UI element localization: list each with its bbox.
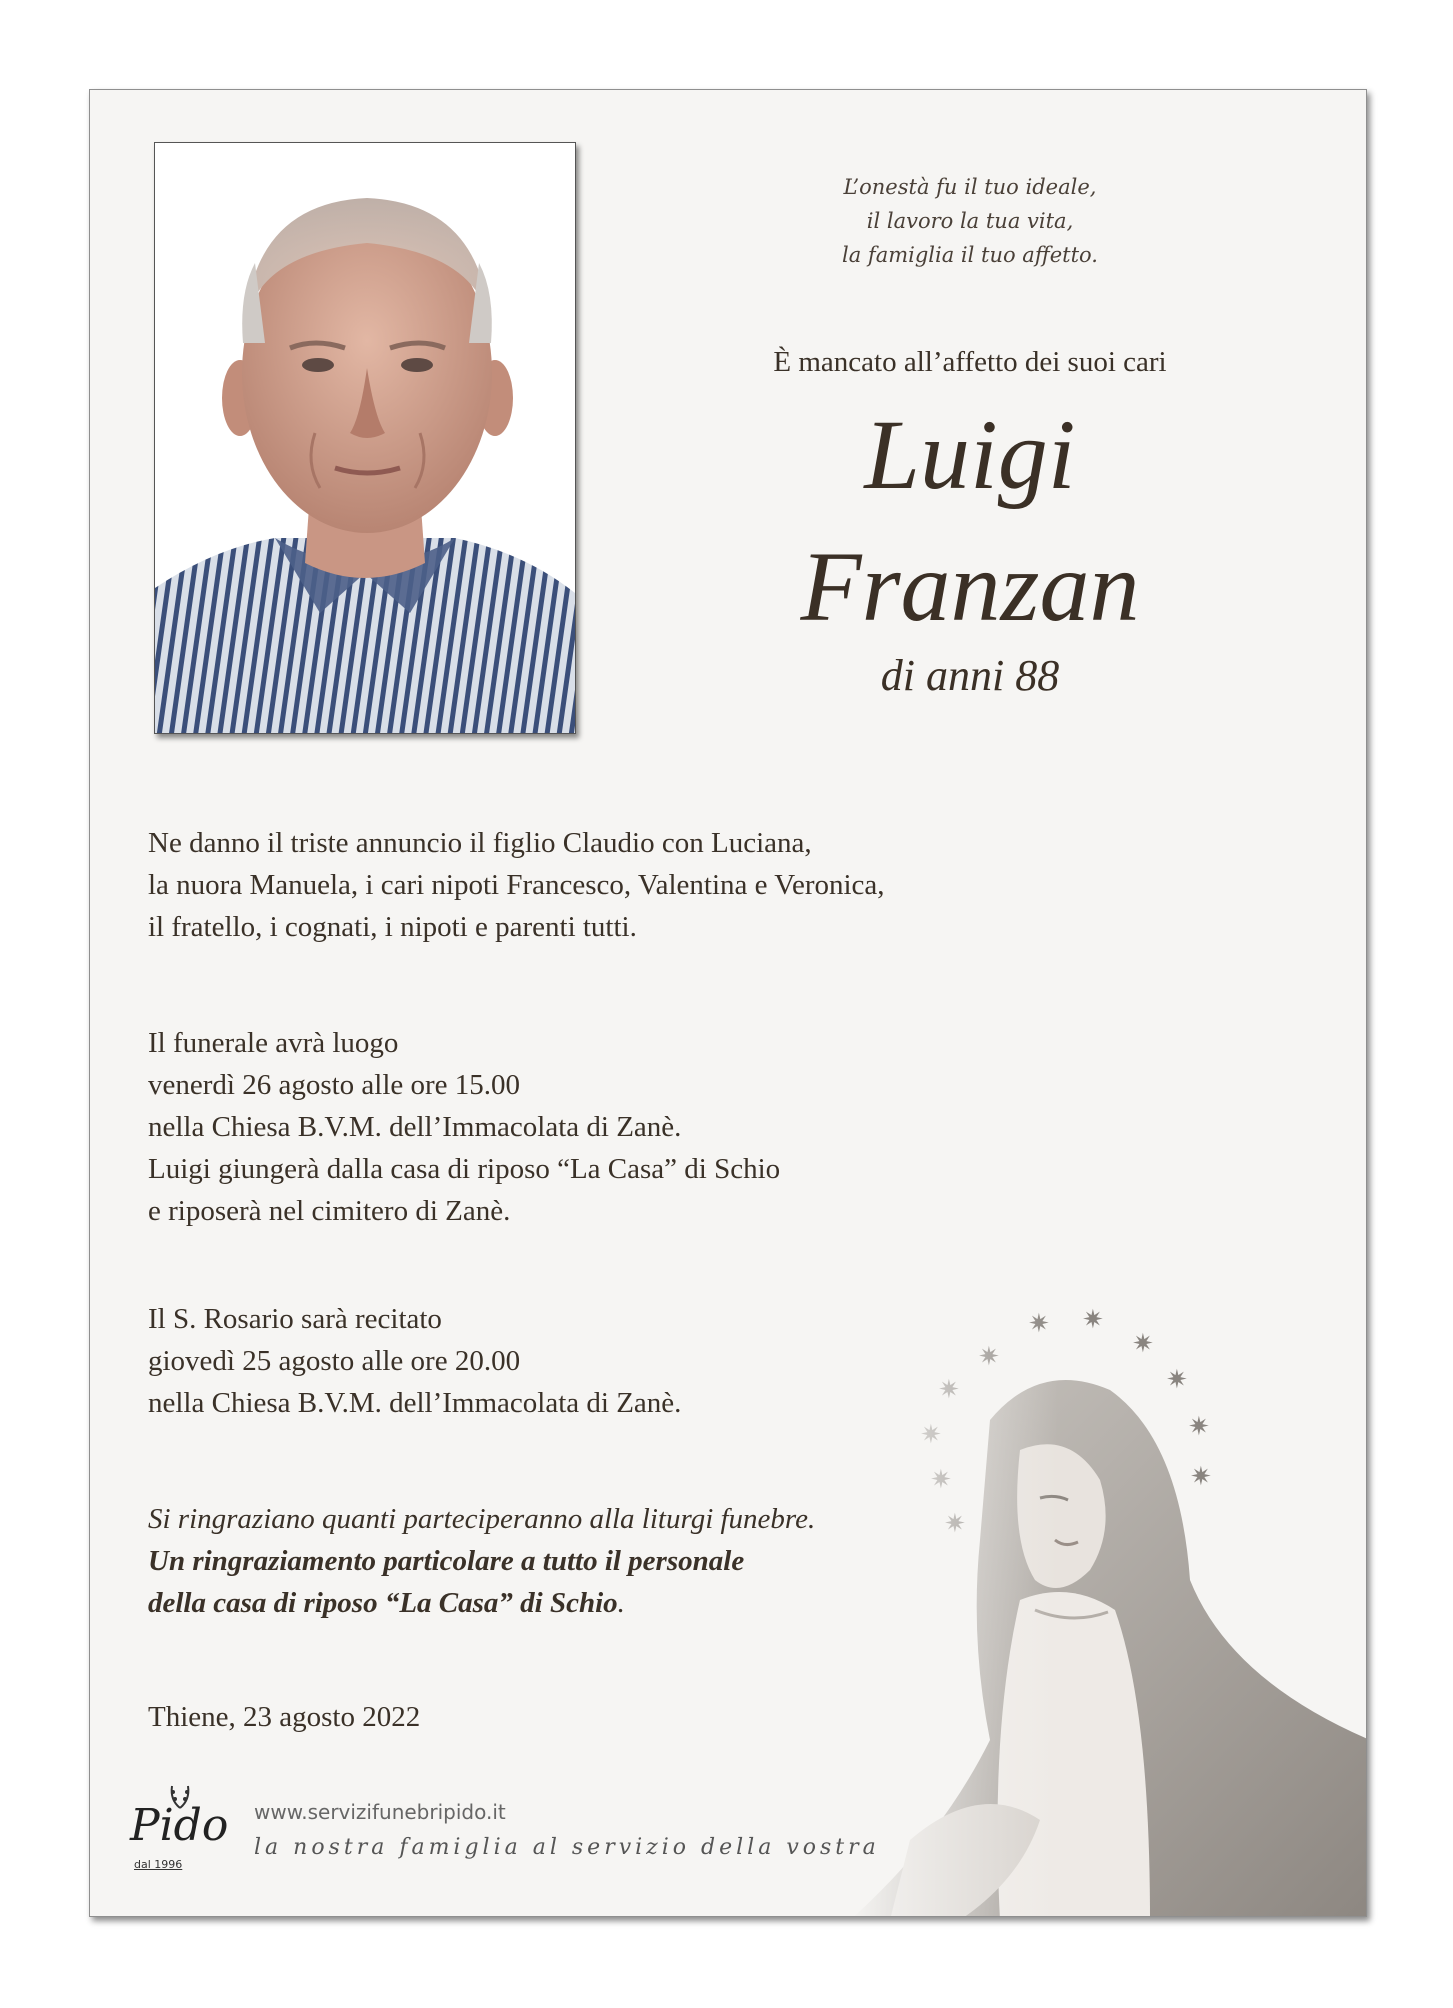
- announcement-block: [148, 822, 948, 948]
- announcement-line: Ne danno il triste annuncio il figlio Claudio con Luciana,: [148, 827, 812, 859]
- deceased-age: di anni 88: [880, 651, 1060, 700]
- epigraph-line: il lavoro la tua vita,: [866, 209, 1074, 233]
- epigraph: [630, 170, 1310, 272]
- funeral-line: e riposerà nel cimitero di Zanè.: [148, 1195, 511, 1227]
- rosary-line: nella Chiesa B.V.M. dell’Immacolata di Zanè.: [148, 1387, 682, 1419]
- thanks-block: [148, 1498, 948, 1624]
- funeral-block: [148, 1022, 948, 1232]
- epigraph-line: la famiglia il tuo affetto.: [842, 243, 1098, 267]
- obituary-card: [89, 89, 1367, 1917]
- funeral-line: Luigi giungerà dalla casa di riposo “La Casa” di Schio: [148, 1153, 781, 1185]
- thanks-line-end: .: [617, 1587, 625, 1619]
- place-date: Thiene, 23 agosto 2022: [148, 1701, 421, 1733]
- logo-since: dal 1996: [134, 1858, 183, 1871]
- logo-text: Pido: [130, 1800, 229, 1851]
- website-link[interactable]: www.servizifunebripido.it: [254, 1800, 506, 1824]
- epigraph-line: L’onestà fu il tuo ideale,: [843, 175, 1097, 199]
- thanks-line-bold: Un ringraziamento particolare a tutto il personale: [148, 1545, 745, 1577]
- rosary-block: [148, 1298, 948, 1424]
- thanks-line-last: [148, 1582, 948, 1624]
- thanks-line-bold-part: della casa di riposo “La Casa” di Schio: [148, 1587, 618, 1619]
- deceased-first-name: Luigi: [864, 399, 1076, 510]
- rosary-line: Il S. Rosario sarà recitato: [148, 1303, 442, 1335]
- announcement-line: la nuora Manuela, i cari nipoti Francesco, Valentina e Veronica,: [148, 869, 885, 901]
- announcement-line: il fratello, i cognati, i nipoti e parenti tutti.: [148, 911, 637, 943]
- madonna-illustration: [850, 1280, 1367, 1917]
- deceased-last-name: Franzan: [800, 531, 1140, 642]
- intro-text: È mancato all’affetto dei suoi cari: [773, 346, 1167, 378]
- thanks-line: Si ringraziano quanti parteciperanno alla liturgi funebre.: [148, 1503, 816, 1535]
- rosary-line: giovedì 25 agosto alle ore 20.00: [148, 1345, 521, 1377]
- portrait-illustration: [155, 143, 575, 733]
- tagline: la nostra famiglia al servizio della vostra: [254, 1835, 880, 1860]
- funeral-line: venerdì 26 agosto alle ore 15.00: [148, 1069, 521, 1101]
- funeral-line: nella Chiesa B.V.M. dell’Immacolata di Zanè.: [148, 1111, 682, 1143]
- pido-logo: [130, 1780, 230, 1880]
- funeral-line: Il funerale avrà luogo: [148, 1027, 399, 1059]
- portrait-photo: [154, 142, 576, 734]
